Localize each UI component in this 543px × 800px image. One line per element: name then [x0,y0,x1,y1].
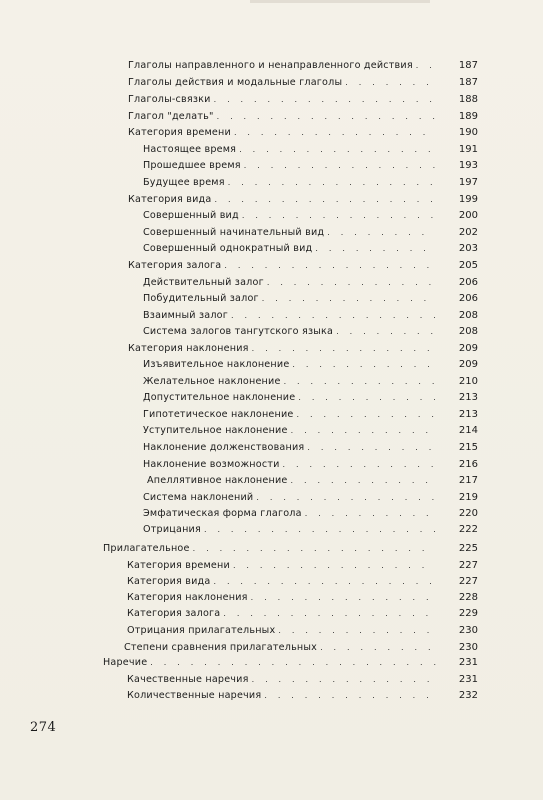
toc-entry-title: Глаголы направленного и ненаправленного действия [128,60,413,71]
toc-entry [143,159,436,173]
toc-entry-title: Категория наклонения [127,592,248,603]
toc-entry-title: Категория наклонения [128,343,249,354]
toc-page-number: 222 [458,524,478,535]
toc-entry-title: Эмфатическая форма глагола [143,508,302,519]
toc-entry-title: Совершенный однократный вид [143,243,313,254]
dot-leader [252,342,436,356]
dot-leader [204,523,436,537]
toc-entry [127,575,436,589]
dot-leader [315,242,436,256]
toc-entry-title: Наклонение возможности [143,459,280,470]
toc-entry [128,193,436,207]
toc-page-number: 213 [458,392,478,403]
dot-leader [214,193,436,207]
toc-page-number: 232 [458,690,478,701]
toc-page-number: 213 [458,409,478,420]
toc-page-number: 210 [458,376,478,387]
dot-leader [345,76,428,90]
toc-entry-title: Допустительное наклонение [143,392,296,403]
toc-entry [143,292,436,306]
toc-page-number: 208 [458,310,478,321]
toc-entry [143,309,436,323]
toc-entry [143,209,436,223]
dot-leader [228,176,436,190]
toc-entry-title: Действительный залог [143,277,264,288]
toc-entry-title: Наречие [103,657,148,668]
toc-entry [143,176,436,190]
toc-page-number: 216 [458,459,478,470]
toc-entry [127,673,436,687]
toc-page-number: 208 [458,326,478,337]
toc-entry [143,458,436,472]
toc-page-number: 209 [458,359,478,370]
dot-leader [233,559,436,573]
toc-entry [128,76,428,90]
toc-entry [143,358,436,372]
dot-leader [193,542,436,556]
toc-entry-title: Количественные наречия [127,690,262,701]
dot-leader [223,607,436,621]
toc-page-number: 229 [458,608,478,619]
dot-leader [264,689,436,703]
toc-page-number: 197 [458,177,478,188]
dot-leader [252,673,436,687]
toc-entry-title: Глагол "делать" [128,111,214,122]
dot-leader [297,408,436,422]
toc-entry [143,441,436,455]
toc-page-number: 227 [458,576,478,587]
toc-entry-title: Глаголы-связки [128,94,211,105]
toc-entry [127,607,436,621]
toc-entry-title: Качественные наречия [127,674,249,685]
toc-page-number: 187 [458,60,478,71]
toc-page-number: 191 [458,144,478,155]
toc-page-number: 220 [458,508,478,519]
toc-page-number: 225 [458,543,478,554]
toc-page-number: 188 [458,94,478,105]
toc-entry [143,507,436,521]
toc-entry-title: Категория времени [128,127,231,138]
toc-entry [124,641,436,655]
page-folio-number: 274 [30,720,57,735]
toc-page-number: 206 [458,277,478,288]
dot-leader [290,474,436,488]
dot-leader [234,126,436,140]
dot-leader [291,424,436,438]
toc-page-number: 190 [458,127,478,138]
dot-leader [150,656,436,670]
toc-entry-title: Система наклонений [143,492,254,503]
dot-leader [284,375,436,389]
dot-leader [283,458,436,472]
toc-entry [127,591,436,605]
toc-page-number: 227 [458,560,478,571]
toc-entry [128,259,436,273]
toc-entry-title: Настоящее время [143,144,237,155]
dot-leader [320,641,436,655]
toc-entry-title: Наклонение долженствования [143,442,305,453]
toc-entry-title: Прошедшее время [143,160,241,171]
dot-leader [292,358,436,372]
toc-entry-title: Система залогов тангутского языка [143,326,334,337]
toc-entry-title: Гипотетическое наклонение [143,409,294,420]
toc-page-number: 217 [458,475,478,486]
toc-entry [127,624,436,638]
toc-page-number: 214 [458,425,478,436]
dot-leader [327,226,436,240]
toc-entry [128,59,440,73]
dot-leader [305,507,436,521]
dot-leader [231,309,436,323]
toc-page-number: 200 [458,210,478,221]
dot-leader [214,93,436,107]
toc-entry-title: Отрицания [143,524,201,535]
dot-leader [224,259,436,273]
dot-leader [336,325,436,339]
dot-leader [267,276,436,290]
toc-entry-title: Совершенный вид [143,210,239,221]
toc-entry-title: Категория вида [128,194,212,205]
toc-entry [128,93,436,107]
toc-page-number: 202 [458,227,478,238]
dot-leader [239,143,436,157]
toc-page-number: 230 [458,625,478,636]
toc-entry-title: Прилагательное [103,543,190,554]
dot-leader [251,591,436,605]
toc-page-number: 230 [458,642,478,653]
toc-page-number: 187 [458,77,478,88]
toc-entry [128,110,436,124]
toc-entry-title: Взаимный залог [143,310,228,321]
toc-page-number: 189 [458,111,478,122]
toc-entry [103,542,436,556]
toc-entry [143,408,436,422]
toc-entry-title: Уступительное наклонение [143,425,288,436]
toc-page-number: 228 [458,592,478,603]
dot-leader [213,575,436,589]
scan-edge-mark [250,0,430,3]
toc-entry-title: Категория залога [127,608,221,619]
toc-page-number: 219 [458,492,478,503]
dot-leader [217,110,436,124]
toc-page-number: 205 [458,260,478,271]
toc-entry-title: Категория времени [127,560,230,571]
toc-entry-title: Степени сравнения прилагательных [124,642,318,653]
toc-entry-title: Побудительный залог [143,293,259,304]
toc-entry [128,342,436,356]
toc-entry [127,689,436,703]
dot-leader [298,391,436,405]
toc-entry-title: Совершенный начинательный вид [143,227,325,238]
toc-entry [143,242,436,256]
toc-entry [143,375,436,389]
toc-entry-title: Категория вида [127,576,211,587]
toc-entry [103,656,436,670]
toc-entry [143,143,436,157]
toc-entry-title: Категория залога [128,260,222,271]
toc-page-number: 206 [458,293,478,304]
toc-entry [143,523,436,537]
dot-leader [262,292,436,306]
toc-entry [143,226,436,240]
toc-page-number: 203 [458,243,478,254]
toc-entry-title: Отрицания прилагательных [127,625,276,636]
toc-entry-title: Изъявительное наклонение [143,359,290,370]
toc-page-number: 193 [458,160,478,171]
dot-leader [244,159,436,173]
dot-leader [278,624,436,638]
toc-entry [143,491,436,505]
dot-leader [256,491,436,505]
dot-leader [242,209,436,223]
toc-page-number: 199 [458,194,478,205]
toc-entry-title: Желательное наклонение [143,376,281,387]
toc-entry [143,391,436,405]
dot-leader [416,59,440,73]
toc-page-number: 215 [458,442,478,453]
toc-entry [143,424,436,438]
toc-entry [128,126,436,140]
dot-leader [307,441,436,455]
toc-page-number: 231 [458,657,478,668]
toc-entry-title: Будущее время [143,177,225,188]
toc-entry [147,474,436,488]
toc-page-number: 231 [458,674,478,685]
toc-page-number: 209 [458,343,478,354]
toc-entry [143,276,436,290]
toc-entry [127,559,436,573]
toc-entry-title: Апеллятивное наклонение [147,475,288,486]
toc-entry-title: Глаголы действия и модальные глаголы [128,77,343,88]
toc-entry [143,325,436,339]
